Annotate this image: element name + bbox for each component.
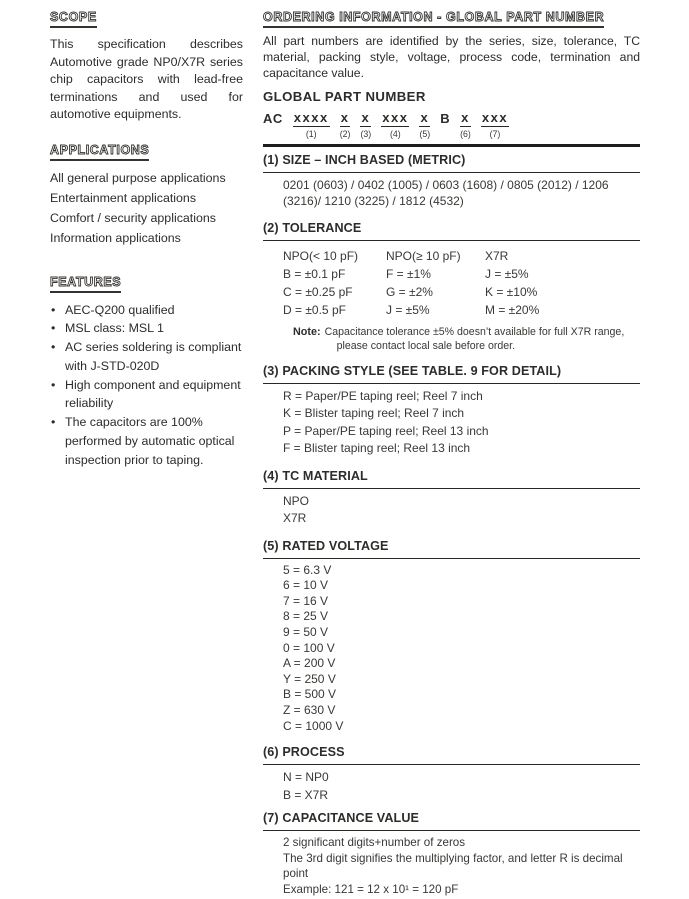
section-process-heading <box>263 742 640 765</box>
note-label: Note: <box>293 325 321 338</box>
tolerance-column-rows <box>386 265 485 319</box>
feature-item: • AC series soldering is compliant with J-STD-020D <box>50 338 243 376</box>
tolerance-cell: F = ±1% <box>386 266 431 281</box>
tolerance-table <box>283 245 640 319</box>
voltage-option: C = 1000 V <box>283 718 344 733</box>
tolerance-column-npo-lt10 <box>283 247 386 319</box>
part-number-group-6 <box>460 111 471 139</box>
packing-option: R = Paper/PE taping reel; Reel 7 inch <box>283 388 483 403</box>
voltage-option: A = 200 V <box>283 656 336 671</box>
feature-item: • AEC-Q200 qualified <box>50 301 243 320</box>
section-tc-material-content <box>263 489 640 530</box>
section-tc-material-heading <box>263 466 640 489</box>
left-column <box>50 8 243 817</box>
tc-material-option: X7R <box>283 511 307 526</box>
section-number: (4) <box>263 468 279 483</box>
part-number-code: B <box>440 110 451 126</box>
capacitance-rule: 2 significant digits+number of zeros <box>283 836 466 850</box>
section-title: RATED VOLTAGE <box>282 538 389 553</box>
section-tolerance-content <box>263 241 640 355</box>
section-title: SIZE – INCH BASED (METRIC) <box>282 152 466 167</box>
note-line: Capacitance tolerance ±5% doesn’t available for full X7R range, <box>324 325 625 338</box>
size-codes: 0201 (0603) / 0402 (1005) / 0603 (1608) / 0805 (2012) / 1206 (3216)/ 1210 (3225) / 1812 (4532) <box>283 177 609 209</box>
part-number-fixed-b <box>440 111 450 128</box>
part-number-code: xxx <box>382 109 409 125</box>
part-number-code: x <box>461 109 470 125</box>
part-number-group-1 <box>293 111 330 139</box>
section-title: CAPACITANCE VALUE <box>282 811 420 826</box>
section-number: (3) <box>263 363 279 378</box>
features-list <box>50 301 243 470</box>
feature-item: • MSL class: MSL 1 <box>50 319 243 338</box>
scope-paragraph: This specification describes Automotive grade NP0/X7R series chip capacitors with lead-free terminations and used for automotive equipments. <box>50 37 243 121</box>
part-number-group-5 <box>419 111 430 139</box>
tolerance-cell: J = ±5% <box>386 302 430 317</box>
part-number-index: (5) <box>419 128 431 139</box>
part-number-group-3 <box>360 111 371 139</box>
section-rated-voltage-content <box>263 559 640 737</box>
scope-section <box>50 8 243 124</box>
tolerance-cell: K = ±10% <box>485 284 538 299</box>
note-text <box>325 325 625 353</box>
tolerance-column-npo-ge10 <box>386 247 485 319</box>
part-number-group-4 <box>381 111 409 139</box>
feature-item: • The capacitors are 100% performed by automatic optical inspection prior to taping. <box>50 413 243 469</box>
part-number-code: x <box>420 109 430 125</box>
tolerance-column-rows <box>485 265 640 319</box>
ordering-intro: All part numbers are identified by the series, size, tolerance, TC material, packing style, voltage, process code, termination and capacitance value. <box>263 34 640 81</box>
section-number: (5) <box>263 538 279 553</box>
capacitance-rule: The 3rd digit signifies the multiplying factor, and letter R is decimal point <box>283 851 623 881</box>
tolerance-cell: C = ±0.25 pF <box>283 284 353 299</box>
tc-material-option: NPO <box>283 493 310 508</box>
divider-thick <box>263 144 640 147</box>
application-item: Information applications <box>50 230 181 245</box>
section-capacitance-content <box>263 831 640 899</box>
part-number-index: (1) <box>305 128 317 139</box>
section-rated-voltage-heading <box>263 536 640 559</box>
section-number: (6) <box>263 745 279 760</box>
section-title: TOLERANCE <box>282 220 362 235</box>
part-number-code: x <box>340 109 350 125</box>
tolerance-column-header: X7R <box>485 248 509 263</box>
tolerance-cell: G = ±2% <box>386 284 433 299</box>
section-title: TC MATERIAL <box>282 468 368 483</box>
voltage-option: 5 = 6.3 V <box>283 562 332 577</box>
part-number-index: (4) <box>389 128 401 139</box>
part-number-index: (2) <box>339 128 351 139</box>
packing-option: F = Blister taping reel; Reel 13 inch <box>283 441 471 456</box>
tolerance-column-header: NPO(< 10 pF) <box>283 248 359 263</box>
ordering-heading: ORDERING INFORMATION - GLOBAL PART NUMBER <box>263 10 604 28</box>
tolerance-cell: B = ±0.1 pF <box>283 266 346 281</box>
section-process-content <box>263 765 640 806</box>
feature-item: • High component and equipment reliability <box>50 376 243 414</box>
section-packing-heading <box>263 361 640 384</box>
section-number: (2) <box>263 220 279 235</box>
part-number-group-7 <box>481 111 509 139</box>
voltage-option: 9 = 50 V <box>283 624 329 639</box>
process-option: B = X7R <box>283 787 329 802</box>
applications-heading: APPLICATIONS <box>50 143 149 161</box>
voltage-option: Z = 630 V <box>283 702 336 717</box>
tolerance-cell: D = ±0.5 pF <box>283 302 346 317</box>
features-heading: FEATURES <box>50 275 121 293</box>
packing-option: P = Paper/PE taping reel; Reel 13 inch <box>283 423 489 438</box>
section-number: (1) <box>263 152 279 167</box>
voltage-option: 8 = 25 V <box>283 609 329 624</box>
tolerance-column-rows <box>283 265 386 319</box>
section-tolerance-heading <box>263 218 640 241</box>
applications-section <box>50 141 243 248</box>
process-option: N = NP0 <box>283 770 329 785</box>
capacitance-rule: Example: 121 = 12 x 10¹ = 120 pF <box>283 882 459 896</box>
note-line: please contact local sale before order. <box>336 339 516 352</box>
application-item: Comfort / security applications <box>50 210 216 225</box>
tolerance-column-x7r <box>485 247 640 319</box>
part-number-index: (7) <box>489 128 501 139</box>
application-item: Entertainment applications <box>50 190 197 205</box>
section-packing-content <box>263 384 640 460</box>
section-capacitance-heading <box>263 808 640 831</box>
part-number-code: xxx <box>481 109 509 125</box>
tolerance-column-header: NPO(≥ 10 pF) <box>386 248 461 263</box>
part-number-prefix: AC <box>263 110 283 126</box>
part-number-code: x <box>361 109 371 125</box>
ordering-column <box>263 8 640 896</box>
part-number-code: xxxx <box>293 109 329 125</box>
scope-heading: SCOPE <box>50 10 97 28</box>
part-number-index: (3) <box>360 128 372 139</box>
section-title: PROCESS <box>282 745 345 760</box>
features-section <box>50 273 243 470</box>
part-number-diagram <box>263 111 640 139</box>
section-size-heading <box>263 150 640 173</box>
voltage-option: 0 = 100 V <box>283 640 335 655</box>
part-number-index: (6) <box>460 128 471 139</box>
part-number-group-2 <box>340 111 351 139</box>
section-size-content <box>263 173 640 212</box>
application-item: All general purpose applications <box>50 170 226 185</box>
voltage-option: 6 = 10 V <box>283 578 329 593</box>
global-part-number-heading: GLOBAL PART NUMBER <box>263 88 426 104</box>
tolerance-cell: J = ±5% <box>485 266 529 281</box>
voltage-option: 7 = 16 V <box>283 593 329 608</box>
section-number: (7) <box>263 811 279 826</box>
packing-option: K = Blister taping reel; Reel 7 inch <box>283 406 465 421</box>
applications-list <box>50 168 243 248</box>
voltage-option: B = 500 V <box>283 687 337 702</box>
tolerance-cell: M = ±20% <box>485 302 540 317</box>
tolerance-note <box>283 325 640 353</box>
section-title: PACKING STYLE (SEE TABLE. 9 FOR DETAIL) <box>282 363 562 378</box>
voltage-option: Y = 250 V <box>283 671 336 686</box>
